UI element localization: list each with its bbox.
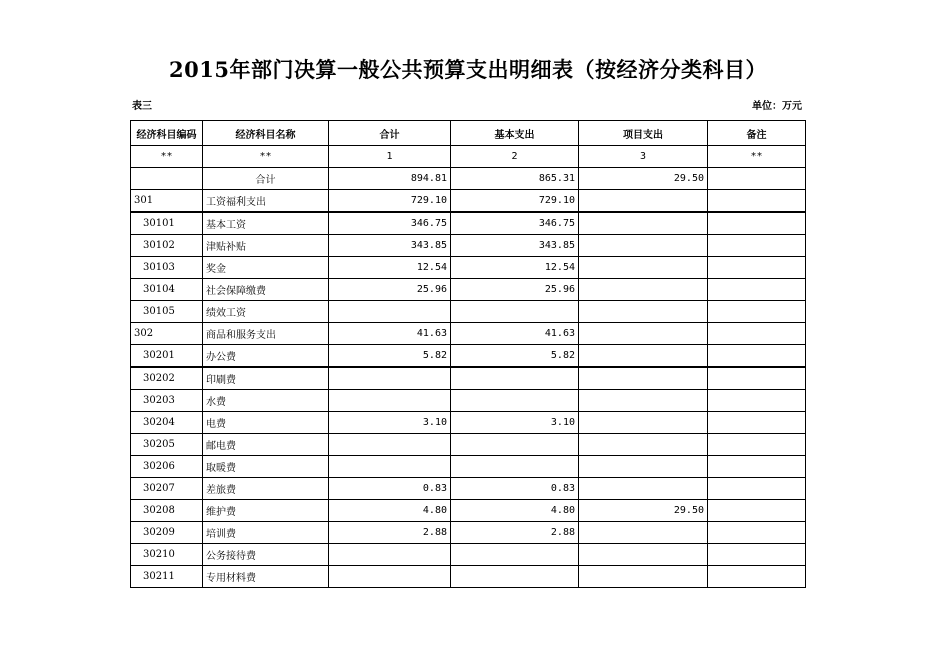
- cell-basic: [451, 544, 579, 566]
- cell-name: 电费: [203, 412, 329, 434]
- table-row: [131, 301, 806, 323]
- cell-basic: 865.31: [451, 168, 579, 190]
- index-cell: 1: [329, 146, 451, 168]
- cell-code: 302: [131, 323, 203, 345]
- cell-code: 30201: [131, 345, 203, 368]
- cell-note: [708, 168, 806, 190]
- index-row: [131, 146, 806, 168]
- cell-total: 4.80: [329, 500, 451, 522]
- table-row: [131, 212, 806, 235]
- cell-note: [708, 412, 806, 434]
- cell-basic: 0.83: [451, 478, 579, 500]
- cell-code: 30211: [131, 566, 203, 588]
- cell-note: [708, 456, 806, 478]
- column-header-total: 合计: [329, 121, 451, 146]
- cell-basic: 343.85: [451, 235, 579, 257]
- cell-total: [329, 566, 451, 588]
- cell-code: 30101: [131, 212, 203, 235]
- cell-basic: 346.75: [451, 212, 579, 235]
- index-cell: **: [131, 146, 203, 168]
- cell-basic: 12.54: [451, 257, 579, 279]
- index-cell: **: [203, 146, 329, 168]
- table-row: [131, 345, 806, 368]
- cell-project: [579, 323, 708, 345]
- cell-note: [708, 212, 806, 235]
- cell-total: 41.63: [329, 323, 451, 345]
- table-row: [131, 279, 806, 301]
- cell-name: 取暖费: [203, 456, 329, 478]
- cell-name: 培训费: [203, 522, 329, 544]
- table-row: [131, 235, 806, 257]
- cell-note: [708, 235, 806, 257]
- cell-note: [708, 522, 806, 544]
- cell-total: 343.85: [329, 235, 451, 257]
- cell-total: 25.96: [329, 279, 451, 301]
- cell-name: 印刷费: [203, 367, 329, 390]
- cell-code: 30206: [131, 456, 203, 478]
- cell-name: 邮电费: [203, 434, 329, 456]
- cell-basic: [451, 434, 579, 456]
- table-row: [131, 412, 806, 434]
- cell-code: 30210: [131, 544, 203, 566]
- cell-project: [579, 544, 708, 566]
- cell-code: 30103: [131, 257, 203, 279]
- cell-note: [708, 434, 806, 456]
- cell-note: [708, 390, 806, 412]
- cell-code: 30207: [131, 478, 203, 500]
- cell-basic: [451, 367, 579, 390]
- cell-note: [708, 301, 806, 323]
- cell-project: [579, 566, 708, 588]
- table-row: [131, 500, 806, 522]
- cell-total: [329, 456, 451, 478]
- cell-name: 专用材料费: [203, 566, 329, 588]
- cell-total: [329, 301, 451, 323]
- cell-name: 合计: [203, 168, 329, 190]
- table-row: [131, 478, 806, 500]
- cell-total: 3.10: [329, 412, 451, 434]
- cell-basic: 41.63: [451, 323, 579, 345]
- cell-code: 30205: [131, 434, 203, 456]
- cell-note: [708, 566, 806, 588]
- table-row: [131, 522, 806, 544]
- cell-name: 维护费: [203, 500, 329, 522]
- cell-name: 社会保障缴费: [203, 279, 329, 301]
- cell-total: 5.82: [329, 345, 451, 368]
- cell-project: [579, 390, 708, 412]
- cell-name: 津贴补贴: [203, 235, 329, 257]
- cell-note: [708, 345, 806, 368]
- expenditure-table: [130, 120, 806, 588]
- cell-total: 729.10: [329, 190, 451, 213]
- cell-basic: [451, 566, 579, 588]
- cell-code: 30209: [131, 522, 203, 544]
- table-row: [131, 190, 806, 213]
- column-header-name: 经济科目名称: [203, 121, 329, 146]
- table-row: [131, 168, 806, 190]
- cell-note: [708, 279, 806, 301]
- cell-project: [579, 367, 708, 390]
- column-header-project: 项目支出: [579, 121, 708, 146]
- cell-code: [131, 168, 203, 190]
- cell-total: 12.54: [329, 257, 451, 279]
- cell-code: 30105: [131, 301, 203, 323]
- cell-project: [579, 190, 708, 213]
- cell-project: [579, 434, 708, 456]
- cell-basic: 5.82: [451, 345, 579, 368]
- table-row: [131, 434, 806, 456]
- cell-name: 差旅费: [203, 478, 329, 500]
- column-header-basic: 基本支出: [451, 121, 579, 146]
- table-row: [131, 323, 806, 345]
- cell-basic: 2.88: [451, 522, 579, 544]
- cell-code: 301: [131, 190, 203, 213]
- cell-code: 30204: [131, 412, 203, 434]
- cell-basic: 729.10: [451, 190, 579, 213]
- column-header-code: 经济科目编码: [131, 121, 203, 146]
- cell-project: [579, 279, 708, 301]
- index-cell: **: [708, 146, 806, 168]
- cell-total: [329, 390, 451, 412]
- cell-note: [708, 190, 806, 213]
- cell-name: 基本工资: [203, 212, 329, 235]
- cell-project: [579, 257, 708, 279]
- cell-total: 894.81: [329, 168, 451, 190]
- cell-project: [579, 301, 708, 323]
- index-cell: 2: [451, 146, 579, 168]
- cell-basic: [451, 301, 579, 323]
- table-row: [131, 367, 806, 390]
- cell-basic: 4.80: [451, 500, 579, 522]
- cell-total: 0.83: [329, 478, 451, 500]
- cell-project: [579, 456, 708, 478]
- cell-project: [579, 212, 708, 235]
- table-row: [131, 390, 806, 412]
- cell-code: 30202: [131, 367, 203, 390]
- cell-note: [708, 257, 806, 279]
- header-row: [131, 121, 806, 146]
- cell-note: [708, 544, 806, 566]
- column-header-note: 备注: [708, 121, 806, 146]
- table-row: [131, 566, 806, 588]
- table-row: [131, 257, 806, 279]
- cell-note: [708, 323, 806, 345]
- cell-name: 绩效工资: [203, 301, 329, 323]
- cell-project: [579, 412, 708, 434]
- cell-basic: [451, 456, 579, 478]
- cell-name: 水费: [203, 390, 329, 412]
- cell-project: [579, 522, 708, 544]
- cell-total: [329, 434, 451, 456]
- cell-code: 30203: [131, 390, 203, 412]
- unit-label: 单位：万元: [752, 101, 802, 112]
- table-row: [131, 544, 806, 566]
- index-cell: 3: [579, 146, 708, 168]
- table-number: 表三: [132, 101, 152, 112]
- cell-name: 奖金: [203, 257, 329, 279]
- cell-note: [708, 478, 806, 500]
- cell-project: 29.50: [579, 168, 708, 190]
- cell-name: 公务接待费: [203, 544, 329, 566]
- cell-basic: [451, 390, 579, 412]
- cell-project: 29.50: [579, 500, 708, 522]
- cell-total: 346.75: [329, 212, 451, 235]
- cell-code: 30104: [131, 279, 203, 301]
- cell-total: [329, 544, 451, 566]
- cell-code: 30102: [131, 235, 203, 257]
- page-title: 2015年部门决算一般公共预算支出明细表（按经济分类科目）: [169, 57, 767, 82]
- cell-basic: 3.10: [451, 412, 579, 434]
- cell-code: 30208: [131, 500, 203, 522]
- cell-total: 2.88: [329, 522, 451, 544]
- cell-name: 办公费: [203, 345, 329, 368]
- cell-name: 商品和服务支出: [203, 323, 329, 345]
- cell-project: [579, 235, 708, 257]
- table-row: [131, 456, 806, 478]
- cell-project: [579, 478, 708, 500]
- cell-basic: 25.96: [451, 279, 579, 301]
- cell-name: 工资福利支出: [203, 190, 329, 213]
- cell-note: [708, 500, 806, 522]
- cell-project: [579, 345, 708, 368]
- cell-total: [329, 367, 451, 390]
- cell-note: [708, 367, 806, 390]
